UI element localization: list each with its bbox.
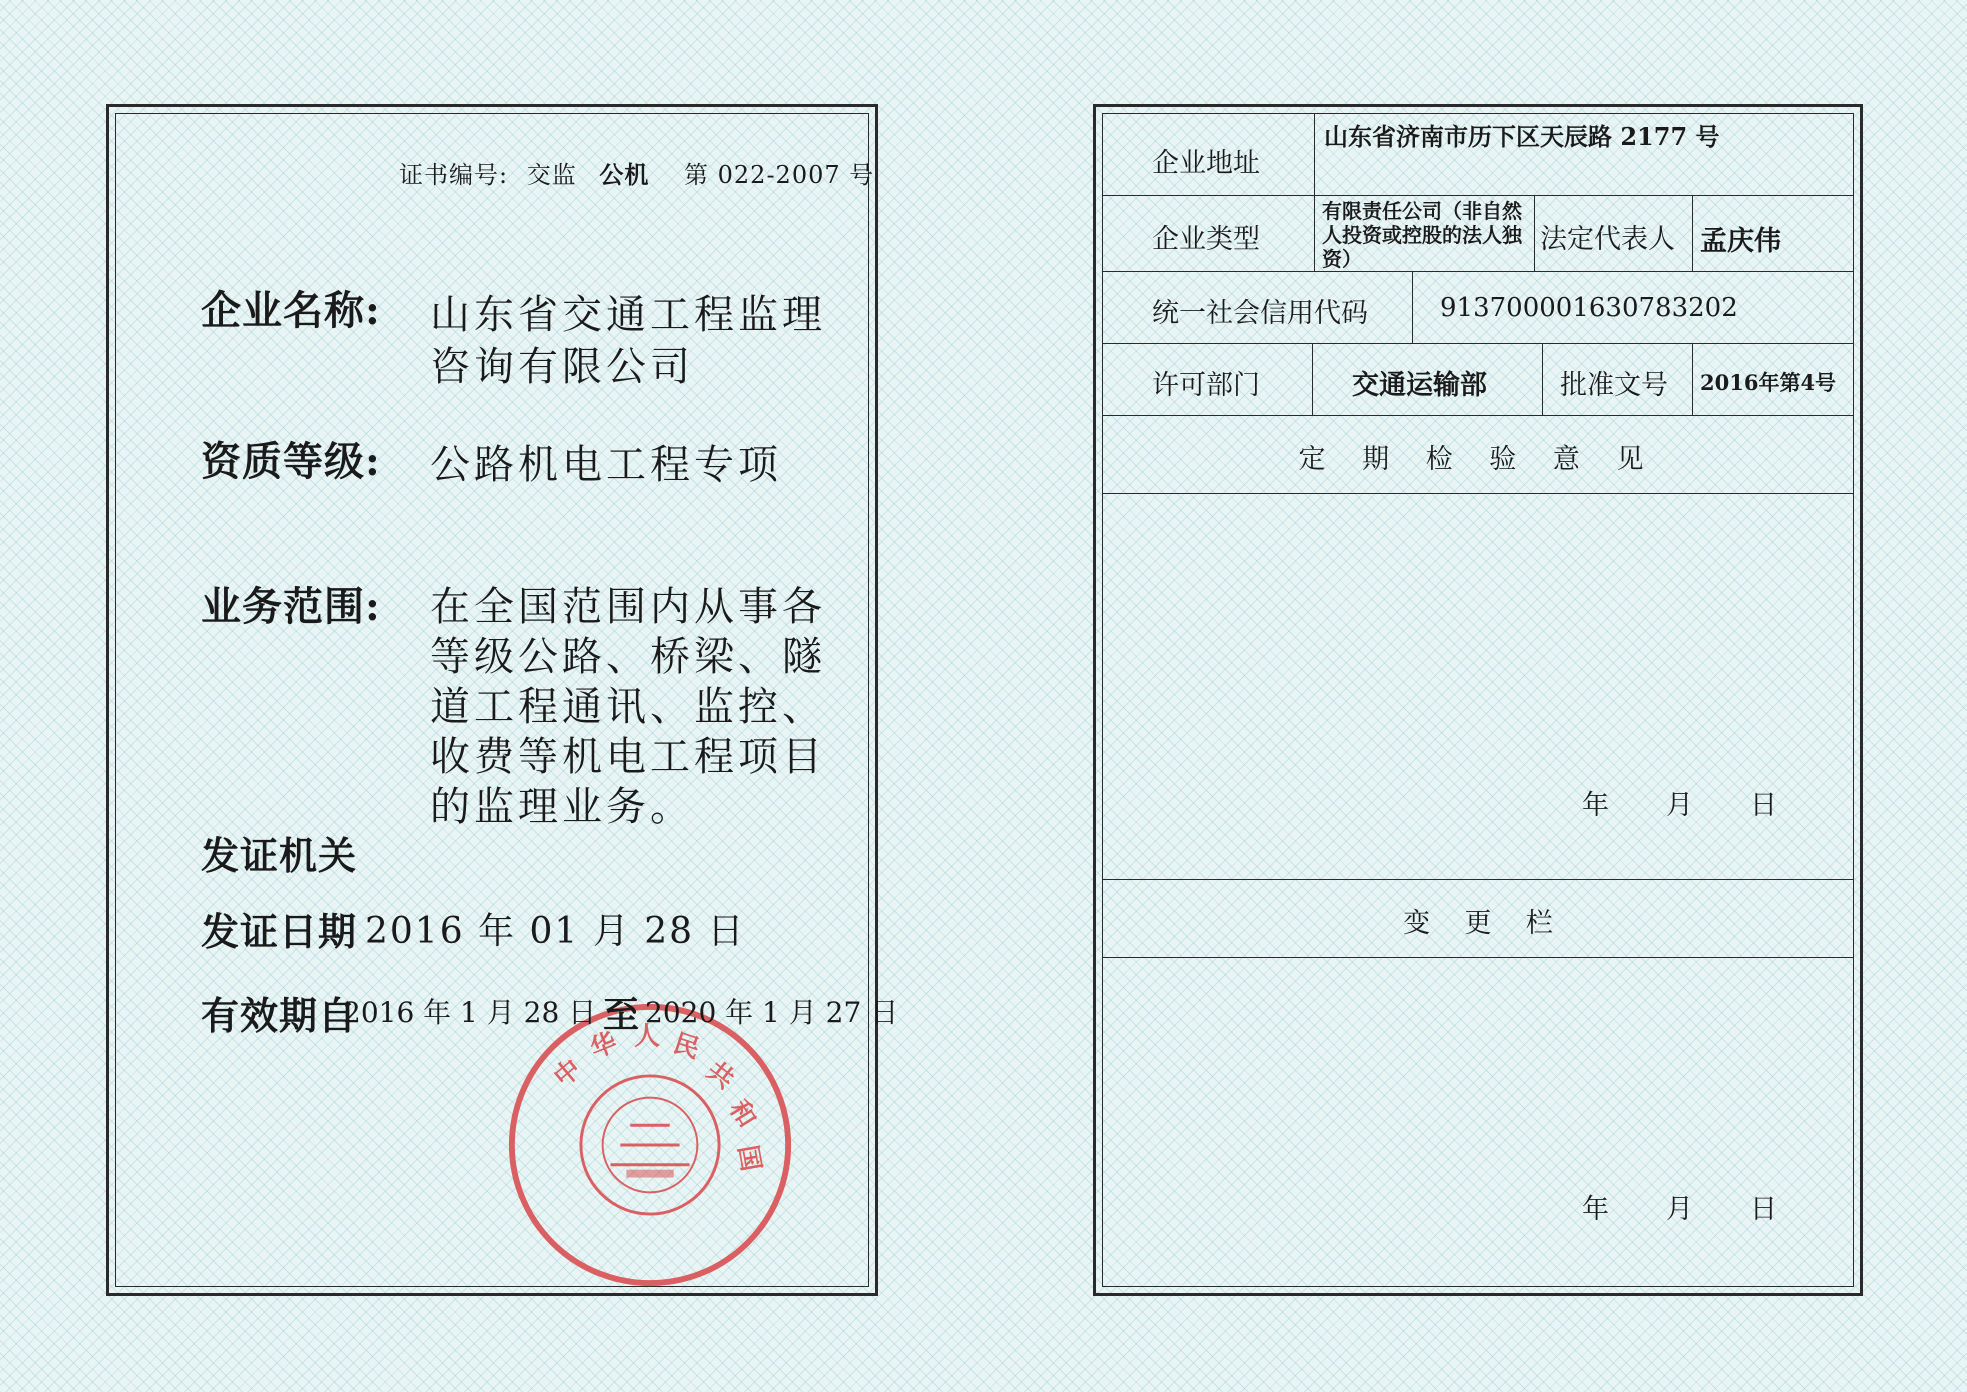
qualification-value: 公路机电工程专项: [430, 442, 782, 488]
certificate-front-panel: [106, 104, 899, 1296]
table-row-divider: [1102, 415, 1854, 416]
certificate-back-inner-border: [1102, 113, 1854, 1287]
svg-text:中: 中: [548, 1053, 588, 1094]
license-dept-label: 许可部门: [1152, 370, 1260, 401]
company-name-label: 企业名称:: [201, 287, 381, 334]
issue-date-value: 2016 年 01 月 28 日: [365, 911, 746, 952]
approval-no-value: 2016年第4号: [1700, 370, 1837, 395]
address-label: 企业地址: [1152, 148, 1260, 179]
company-type-line-2: 人投资或控股的法人独: [1322, 223, 1522, 247]
svg-text:国: 国: [731, 1142, 766, 1174]
certificate-back-panel: [1093, 104, 1863, 1296]
company-type-line-3: 资）: [1322, 247, 1362, 271]
table-row-divider: [1102, 195, 1854, 196]
address-value: 山东省济南市历下区天辰路 2177 号: [1324, 122, 1720, 151]
change-title: 变 更 栏: [1403, 908, 1553, 939]
cert-number: [399, 155, 874, 190]
valid-to-value: 2020 年 1 月 27 日: [645, 996, 899, 1029]
valid-to-label: 至: [603, 994, 641, 1036]
issue-date-label: 发证日期: [201, 909, 358, 954]
table-row-divider: [1102, 343, 1854, 344]
company-type-line-1: 有限责任公司（非自然: [1322, 199, 1522, 223]
scope-line-4: 收费等机电工程项目: [430, 734, 826, 780]
company-name-line1: 山东省交通工程监理: [430, 292, 826, 338]
cert-number-part-a: 交监: [526, 161, 577, 189]
table-col-divider: [1692, 195, 1693, 271]
table-col-divider: [1412, 271, 1413, 343]
table-row-divider: [1102, 957, 1854, 958]
cert-number-part-b: 公机: [599, 160, 650, 189]
valid-from-label: 有效期自: [201, 993, 358, 1038]
inspection-day: 日: [1750, 790, 1777, 821]
license-dept-value: 交通运输部: [1352, 370, 1487, 401]
inspection-month: 月: [1666, 790, 1693, 821]
change-year: 年: [1582, 1194, 1609, 1225]
scope-line-2: 等级公路、桥梁、隧: [430, 634, 826, 680]
legal-rep-value: 孟庆伟: [1700, 226, 1781, 257]
table-col-divider: [1692, 343, 1693, 415]
svg-text:华: 华: [586, 1027, 622, 1065]
svg-text:人: 人: [634, 1021, 660, 1052]
valid-from-value: 2016 年 1 月 28 日: [343, 996, 597, 1029]
scope-label: 业务范围:: [201, 583, 381, 630]
scope-line-3: 道工程通讯、监控、: [430, 684, 826, 730]
change-day: 日: [1750, 1194, 1777, 1225]
official-seal-stamp: [502, 997, 798, 1293]
credit-code-value: 913700001630783202: [1440, 293, 1738, 323]
qualification-label: 资质等级:: [201, 438, 381, 485]
scope-line-5: 的监理业务。: [430, 784, 694, 830]
table-col-divider: [1312, 343, 1313, 415]
table-row-divider: [1102, 271, 1854, 272]
change-month: 月: [1666, 1194, 1693, 1225]
svg-text:共: 共: [700, 1055, 740, 1096]
svg-text:和: 和: [722, 1095, 763, 1133]
svg-text:民: 民: [669, 1028, 704, 1065]
company-name-line2: 咨询有限公司: [430, 344, 694, 390]
cert-number-part-c: 第 022-2007 号: [684, 161, 875, 189]
table-row-divider: [1102, 493, 1854, 494]
inspection-year: 年: [1582, 790, 1609, 821]
table-col-divider: [1314, 113, 1315, 271]
cert-number-prefix: 证书编号:: [399, 161, 509, 189]
company-type-label: 企业类型: [1152, 224, 1260, 255]
table-col-divider: [1542, 343, 1543, 415]
approval-no-label: 批准文号: [1560, 370, 1668, 401]
table-row-divider: [1102, 879, 1854, 880]
inspection-title: 定 期 检 验 意 见: [1298, 444, 1658, 475]
credit-code-label: 统一社会信用代码: [1152, 298, 1368, 329]
company-type-value: [1322, 199, 1522, 271]
scope-line-1: 在全国范围内从事各: [430, 584, 826, 630]
issuer-label: 发证机关: [201, 833, 358, 878]
legal-rep-label: 法定代表人: [1540, 224, 1675, 255]
table-col-divider: [1534, 195, 1535, 271]
